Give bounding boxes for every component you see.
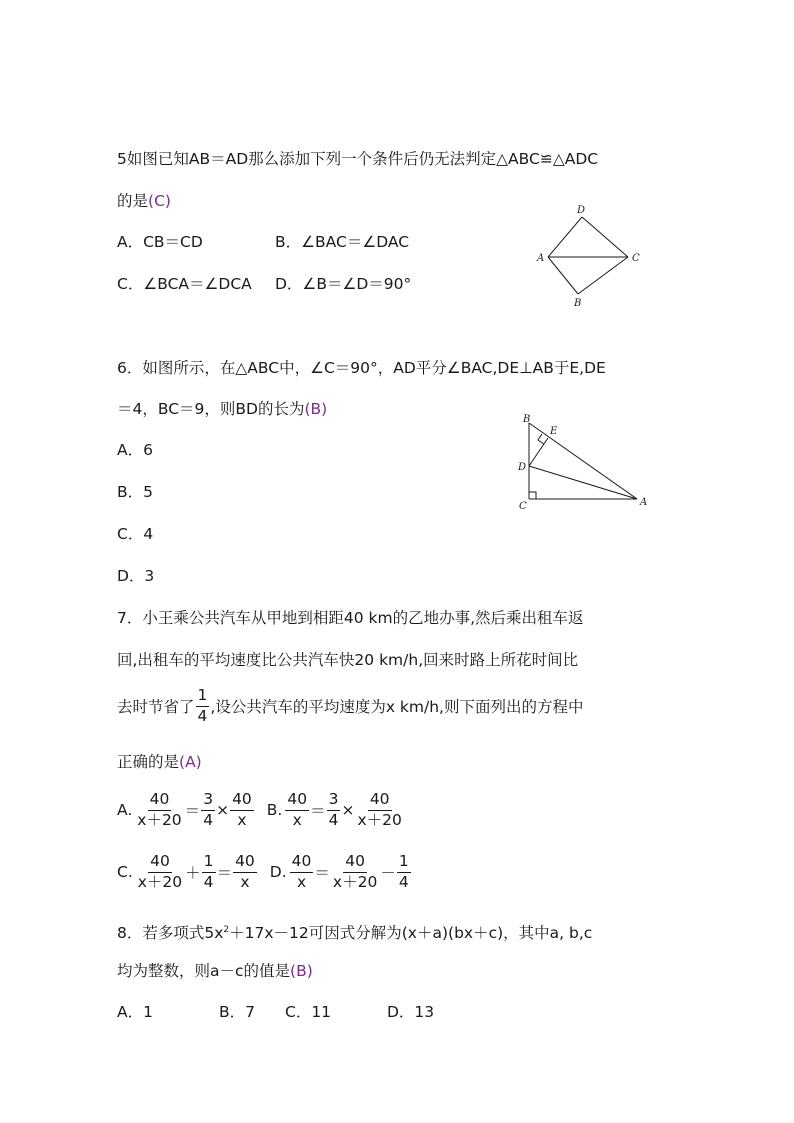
frac-num: 40 (290, 854, 314, 873)
q6-right-angle-c (529, 492, 536, 499)
q7-stem-line1: 7．小王乘公共汽车从甲地到相距40 km的乙地办事,然后乘出租车返 (117, 609, 584, 627)
q5-label-b: B (574, 298, 582, 309)
q7-stem-line4 (117, 750, 202, 774)
q5-stem-line1: 5如图已知AB＝AD那么添加下列一个条件后仍无法判定△ABC≌△ADC (117, 150, 599, 168)
q5-label-c: C (632, 253, 640, 264)
q7-stem-text: 正确的是 (117, 753, 180, 771)
q5-stem-text: 的是 (117, 192, 149, 210)
q6-label-a: A (640, 497, 648, 508)
q8-stem-line2 (117, 959, 313, 983)
q6-option-a: A．6 (117, 441, 153, 459)
frac-den: x (292, 810, 302, 829)
q5-figure (530, 200, 650, 312)
q7-option-b-label: B. (266, 801, 283, 819)
q7-stem-line3 (117, 688, 583, 724)
q6-label-e: E (550, 426, 558, 437)
frac-den: x＋20 (137, 872, 183, 891)
frac-den: x＋20 (332, 872, 378, 891)
q7-answer: (A) (179, 753, 202, 771)
q7-option-a-frac3 (230, 792, 254, 828)
q7-option-a-frac2 (201, 792, 215, 828)
frac-den: x＋20 (357, 810, 402, 829)
q7-option-d-frac2 (331, 854, 379, 890)
frac-num: 40 (148, 792, 172, 811)
q7-stem-frac-num: 1 (196, 688, 210, 707)
q8-option-c: C．11 (285, 1003, 332, 1021)
q6-right-angle-e (538, 434, 544, 444)
frac-num: 40 (233, 854, 257, 873)
frac-num: 1 (202, 854, 216, 873)
q7-stem-line3a: 去时节省了 (117, 698, 195, 716)
frac-num: 40 (285, 792, 309, 811)
q7-option-a-label: A. (117, 801, 133, 819)
q7-option-b-op1: ＝ (310, 802, 326, 820)
q7-option-b-frac2 (327, 792, 341, 828)
frac-num: 40 (148, 854, 172, 873)
q5-option-d: D．∠B＝∠D＝90° (275, 275, 412, 293)
q5-label-d: D (577, 205, 586, 216)
q7-option-c-op2: ＝ (216, 864, 233, 882)
q7-option-d-frac3 (397, 854, 411, 890)
q6-answer: (B) (304, 400, 328, 418)
q5-option-c: C．∠BCA＝∠DCA (117, 275, 252, 293)
frac-den: x (240, 872, 250, 891)
q7-option-c-op1: ＋ (185, 864, 201, 882)
q7-option-d-frac1 (290, 854, 314, 890)
q7-stem-line2: 回,出租车的平均速度比公共汽车快20 km/h,回来时路上所花时间比 (117, 651, 579, 669)
q6-option-b: B．5 (117, 483, 153, 501)
q7-option-b-op2: × (341, 801, 355, 819)
q7-option-a-op2: × (216, 801, 230, 819)
q6-stem-line1: 6．如图所示，在△ABC中，∠C＝90°，AD平分∠BAC,DE⊥AB于E,DE (117, 359, 606, 377)
q5-label-a: A (537, 253, 545, 264)
q6-label-c: C (519, 501, 527, 512)
q5-segment-bc (578, 257, 628, 294)
frac-num: 40 (230, 792, 254, 811)
q6-segment-ba (529, 423, 637, 499)
q7-option-b-frac3 (355, 792, 403, 828)
q7-stem-line3b: ,设公共汽车的平均速度为x km/h,则下面列出的方程中 (210, 698, 584, 716)
q8-stem-line1 (117, 918, 592, 945)
q7-options-row1 (117, 792, 405, 828)
q8-stem-text: 均为整数，则a－c的值是 (117, 962, 291, 980)
q7-options-row2 (117, 854, 412, 890)
q7-option-a-op1: ＝ (184, 802, 201, 820)
q7-option-c-frac2 (202, 854, 216, 890)
q8-option-d: D．13 (387, 1003, 435, 1021)
q7-option-c-frac1 (136, 854, 184, 890)
q6-segment-de (529, 438, 548, 466)
q8-exponent: 2 (223, 925, 230, 935)
q5-segment-ab (548, 257, 578, 294)
frac-num: 40 (343, 854, 367, 873)
q8-option-a: A．1 (117, 1003, 153, 1021)
q5-answer: (C) (148, 192, 171, 210)
q5-segment-ad (548, 217, 582, 257)
q7-option-d-op1: ＝ (314, 864, 330, 882)
q7-option-a-frac1 (135, 792, 183, 828)
q6-label-b: B (523, 414, 531, 425)
q5-option-b: B．∠BAC＝∠DAC (275, 233, 410, 251)
q6-stem-line2 (117, 397, 327, 421)
q7-option-b-frac1 (285, 792, 309, 828)
q6-stem-text: ＝4，BC＝9，则BD的长为 (117, 400, 305, 418)
q6-label-d: D (518, 462, 527, 473)
q7-option-d-op2: － (380, 864, 396, 882)
frac-num: 3 (201, 792, 215, 811)
q6-option-d: D．3 (117, 567, 155, 585)
q8-stem-line1b: ＋17x－12可因式分解为(x＋a)(bx＋c)，其中a, b,c (229, 924, 593, 943)
q5-stem-line2 (117, 189, 171, 213)
frac-num: 40 (368, 792, 392, 811)
frac-den: x (296, 872, 307, 891)
q7-option-c-label: C. (117, 863, 133, 881)
frac-den: x (237, 810, 247, 829)
frac-num: 3 (327, 792, 341, 811)
q5-option-a: A．CB＝CD (117, 233, 203, 251)
q6-option-c: C．4 (117, 525, 154, 543)
frac-den: 4 (203, 810, 214, 829)
q7-option-c-frac3 (233, 854, 257, 890)
frac-den: 4 (203, 872, 214, 891)
q7-stem-fraction (196, 688, 210, 724)
q8-stem-line1a: 8．若多项式5x (117, 924, 224, 943)
q6-figure (510, 410, 660, 515)
q7-stem-frac-den: 4 (197, 706, 208, 725)
q7-option-d-label: D. (269, 863, 287, 881)
q6-segment-da (529, 466, 637, 499)
frac-num: 1 (397, 854, 411, 873)
q8-answer: (B) (290, 962, 313, 980)
frac-den: 4 (328, 810, 339, 829)
frac-den: 4 (398, 872, 409, 891)
q8-option-b: B．7 (219, 1003, 255, 1021)
q5-segment-dc (582, 217, 628, 257)
frac-den: x＋20 (137, 810, 182, 829)
